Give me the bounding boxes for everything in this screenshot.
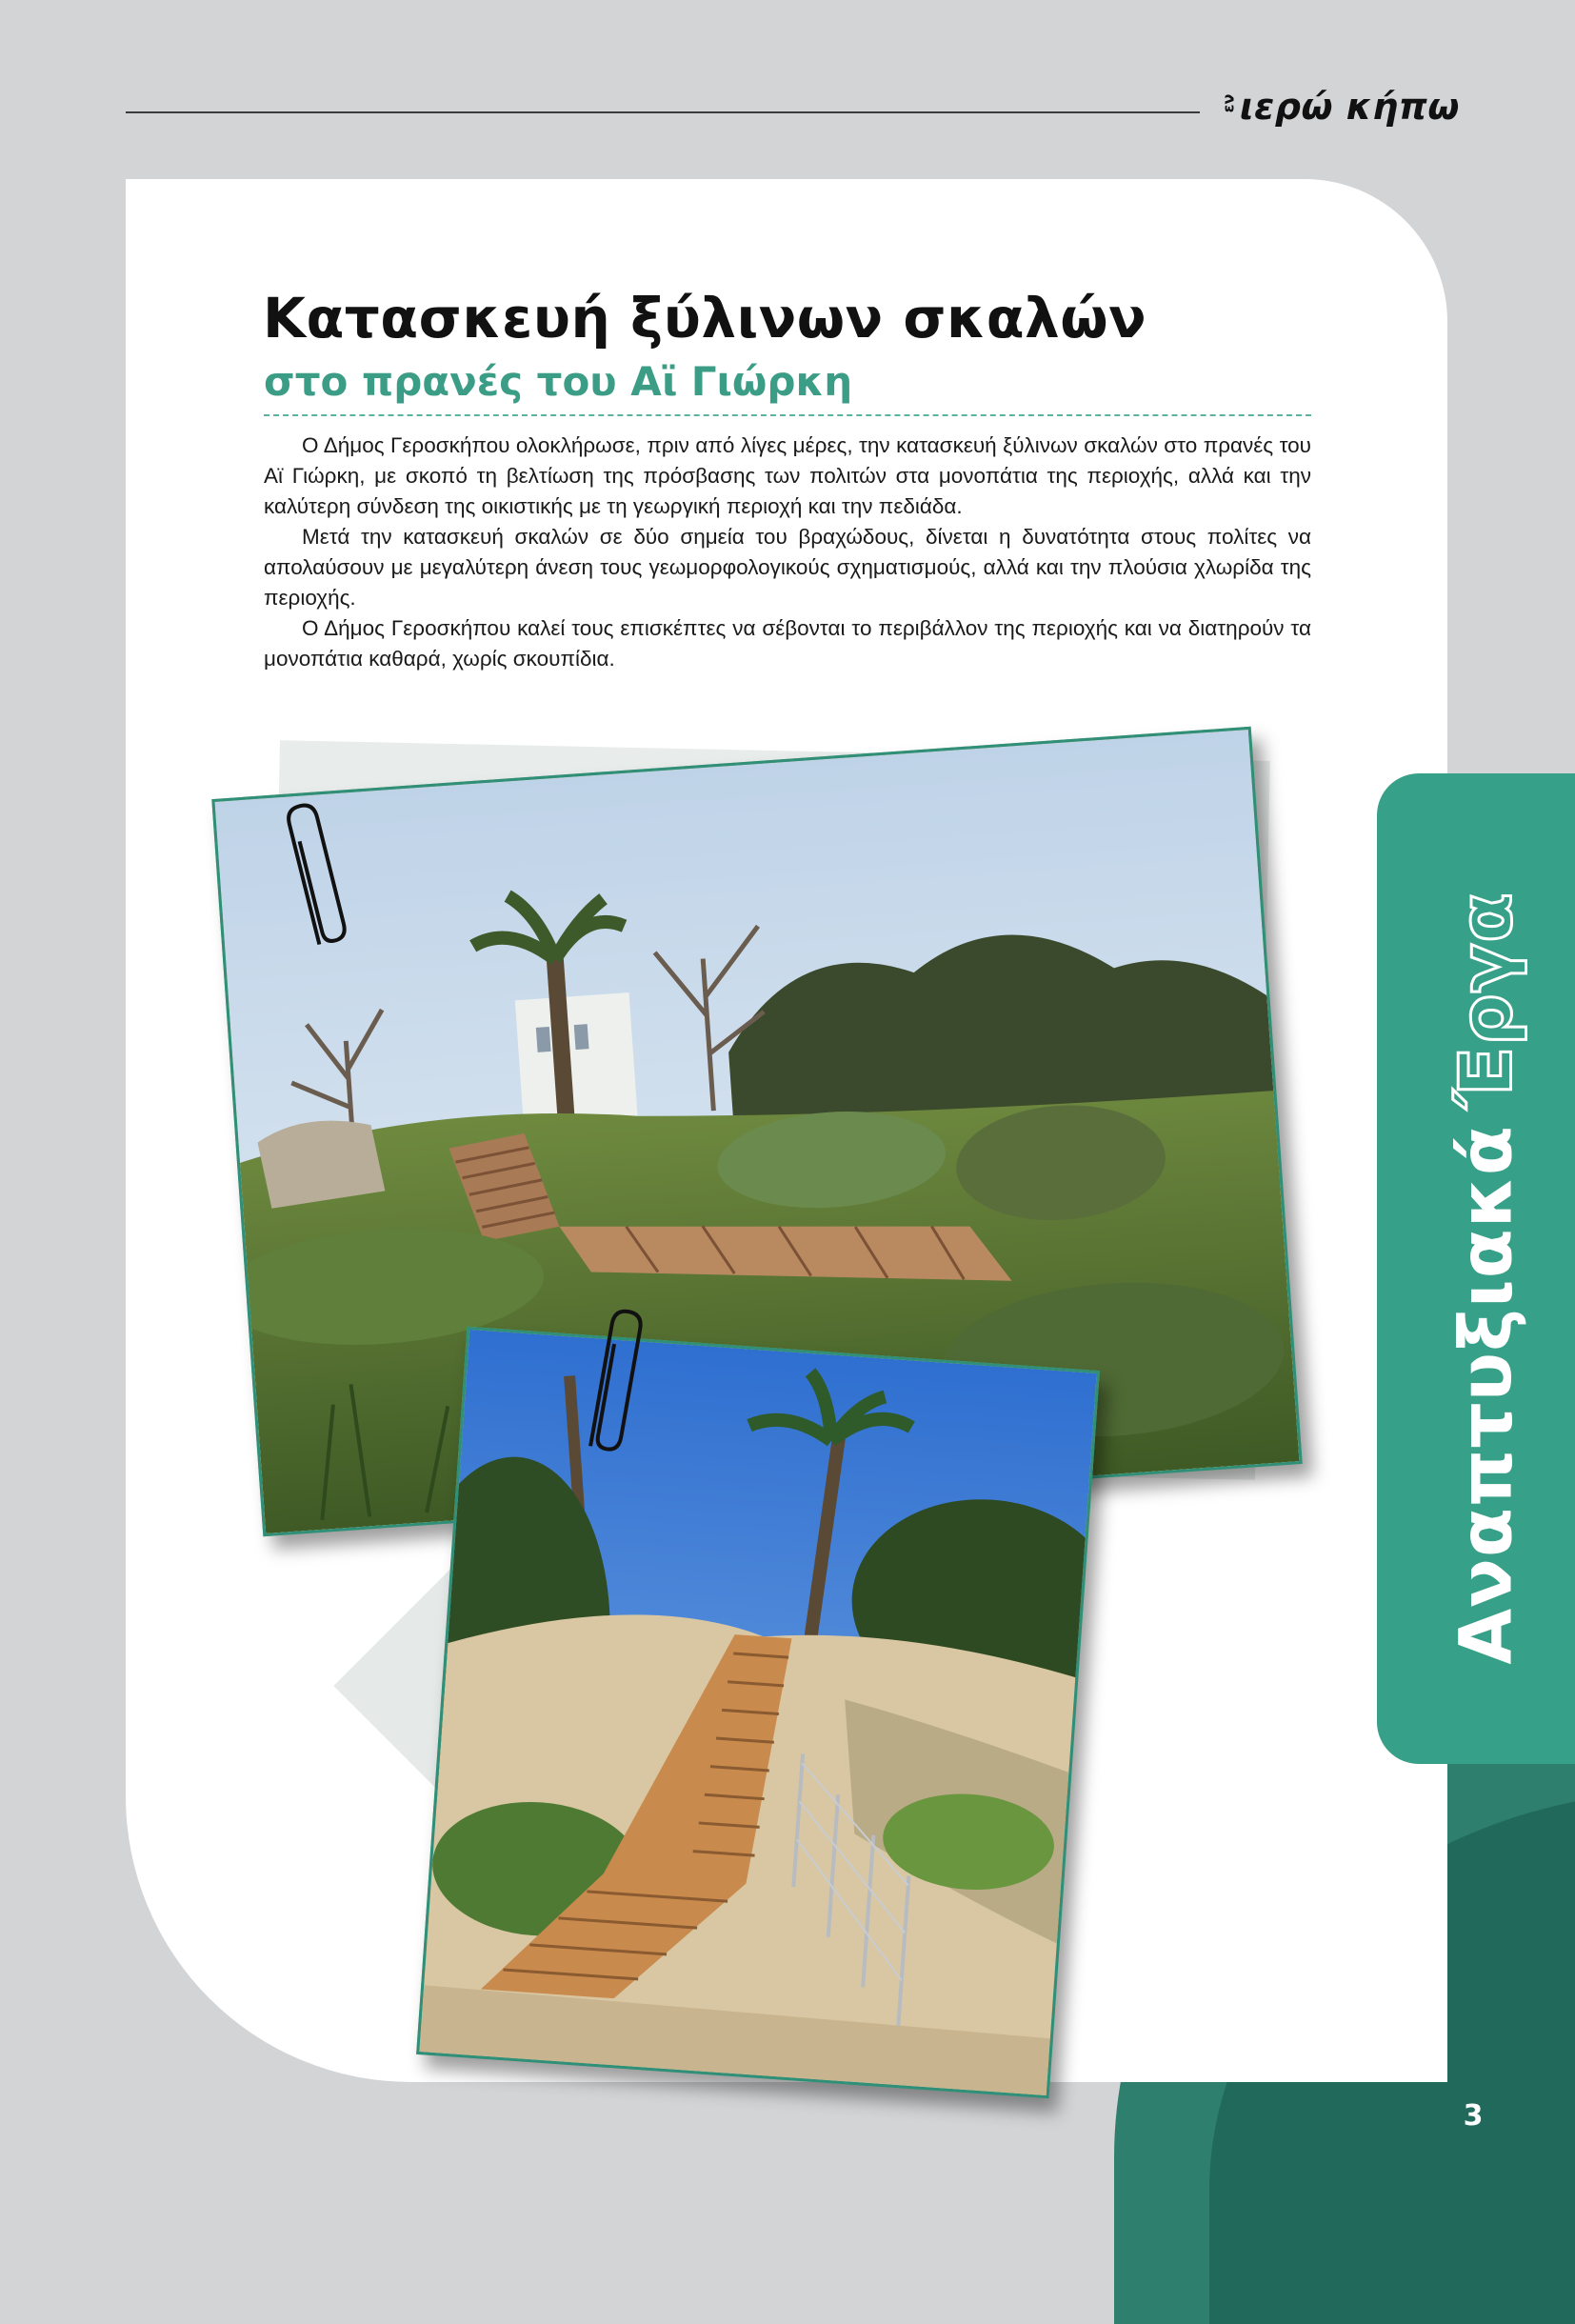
page-number: 3: [1463, 2099, 1484, 2133]
article-paragraph-2: Μετά την κατασκευή σκαλών σε δύο σημεία του βραχώδους, δίνεται η δυνατότητα στους πολίτες να απολαύσουν με μεγαλύτερη άνεση τους γεωμορφολογικούς σχηματισμούς, αλλά και την πλούσια χλωρίδα της περιοχής.: [264, 525, 1311, 610]
article-title: Κατασκευή ξύλινων σκαλών: [263, 286, 1147, 351]
article-subtitle: στο πρανές του Αϊ Γιώρκη: [264, 358, 853, 405]
magazine-brand: [1219, 86, 1460, 133]
article-paragraph-1: Ο Δήμος Γεροσκήπου ολοκλήρωσε, πριν από λίγες μέρες, την κατασκευή ξύλινων σκαλών στο πρανές του Αϊ Γιώρκη, με σκοπό τη βελτίωση της πρόσβασης των πολιτών στα μονοπάτια της περιοχής, αλλά και την καλύτερη σύνδεση της οικιστικής με τη γεωργική περιοχή και την πεδιάδα.: [264, 433, 1311, 518]
stairway-illustration: [419, 1330, 1096, 2095]
section-tab-word-2: Έργα: [1443, 892, 1528, 1108]
section-tab-label: [1444, 892, 1528, 1664]
brand-name: ιερώ κήπω: [1239, 86, 1460, 128]
photo-wooden-stairway: [416, 1327, 1100, 2099]
article-paragraph-3: Ο Δήμος Γεροσκήπου καλεί τους επισκέπτες να σέβονται το περιβάλλον της περιοχής και να διατηρούν τα μονοπάτια καθαρά, χωρίς σκουπίδια.: [264, 616, 1311, 671]
dashed-divider: [264, 414, 1311, 416]
brand-prefix: εν: [1219, 93, 1238, 112]
article-body: [264, 431, 1311, 674]
header-rule: [126, 111, 1200, 113]
section-tab-word-1: Αναπτυξιακά: [1443, 1124, 1528, 1665]
